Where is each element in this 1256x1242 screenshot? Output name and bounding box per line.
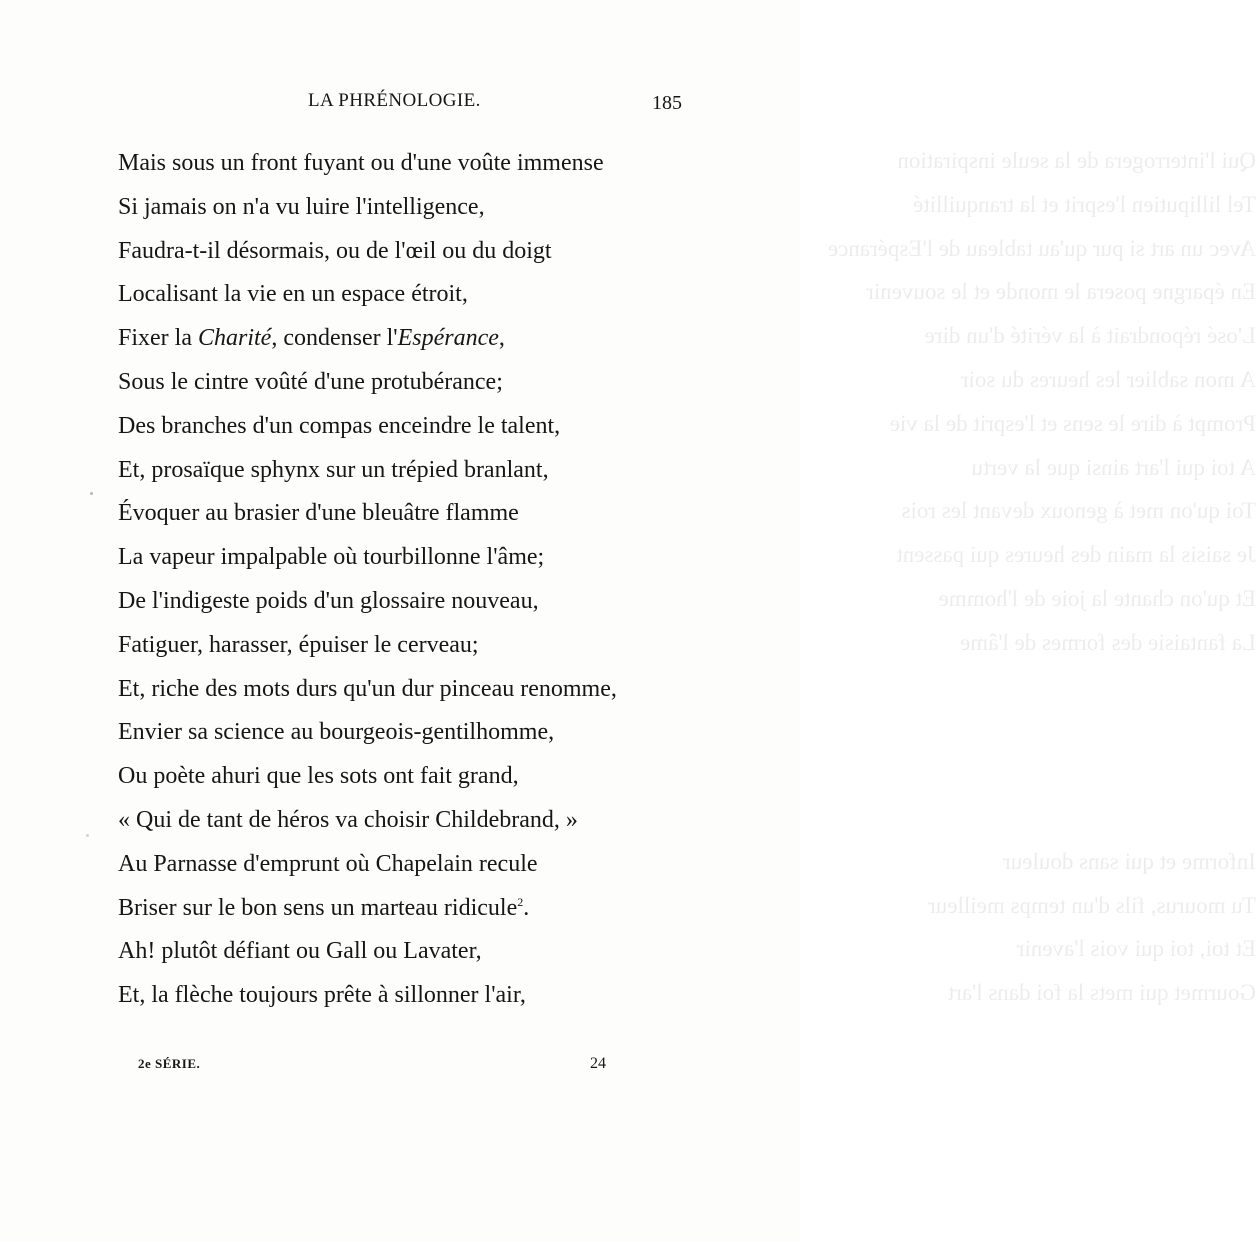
- verse-text: Et, riche des mots durs qu'un dur pinceau renomme,: [118, 675, 617, 702]
- verse-text: Et, la flèche toujours prête à sillonner l'air,: [118, 982, 526, 1009]
- signature-number: 24: [590, 1055, 606, 1072]
- poem-line: [118, 887, 758, 931]
- page-header: [0, 90, 800, 120]
- poem-text: [118, 142, 758, 1018]
- poem-line: [118, 405, 758, 449]
- poem-line: [118, 668, 758, 712]
- bleed-through-line: L'osé répondrait à la vérité d'un dire: [924, 323, 1256, 349]
- poem-line: [118, 624, 758, 668]
- verse-text: .: [523, 894, 530, 921]
- series-signature: [138, 1056, 200, 1072]
- series-label: 2e SÉRIE.: [138, 1056, 201, 1071]
- verse-text: Sous le cintre voûté d'une protubérance;: [118, 368, 503, 395]
- page-number: 185: [652, 92, 682, 114]
- poem-line: [118, 843, 758, 887]
- bleed-through-line: Qui l'interrogera de la seule inspiration: [897, 148, 1256, 173]
- poem-line: [118, 580, 758, 624]
- verse-text: Et, prosaïque sphynx sur un trépied branlant,: [118, 456, 549, 483]
- verse-text: La vapeur impalpable où tourbillonne l'âme;: [118, 544, 545, 571]
- poem-line: [118, 317, 758, 361]
- bleed-through-line: La fantaisie des formes de l'âme: [960, 629, 1256, 655]
- paper-speck: [86, 834, 89, 837]
- poem-line: [118, 492, 758, 536]
- verse-text: Fixer la: [118, 325, 198, 352]
- poem-line: [118, 711, 758, 755]
- bleed-through-line: A toi qui l'art ainsi que la vertu: [971, 454, 1256, 480]
- bleed-through-line: Tel lilliputien l'esprit et la tranquillité: [913, 191, 1256, 217]
- poem-line: [118, 186, 758, 230]
- verse-text: Au Parnasse d'emprunt où Chapelain recule: [118, 850, 538, 877]
- verse-text: Mais sous un front fuyant ou d'une voûte immense: [118, 150, 604, 176]
- bleed-through-line: Avec un art si pur qu'au tableau de l'Espérance: [827, 235, 1256, 261]
- bleed-through-line: Tu mourus, fils d'un temps meilleur: [928, 892, 1256, 918]
- poem-line: [118, 536, 758, 580]
- verse-text: Si jamais on n'a vu luire l'intelligence,: [118, 193, 485, 220]
- poem-line: [118, 142, 758, 186]
- italic-word: Espérance: [397, 325, 499, 352]
- verse-text: Fatiguer, harasser, épuiser le cerveau;: [118, 631, 479, 658]
- bleed-through-line: Je saisis la main des heures qui passent: [896, 542, 1256, 568]
- verse-text: Envier sa science au bourgeois-gentilhomme,: [118, 719, 555, 746]
- bleed-through-line: Et qu'on chante la joie de l'homme: [938, 586, 1256, 611]
- paper-speck: [90, 492, 93, 495]
- poem-line: [118, 273, 758, 317]
- page-footer: [0, 1056, 800, 1080]
- verse-text: Ah! plutôt défiant ou Gall ou Lavater,: [118, 938, 482, 965]
- poem-line: [118, 930, 758, 974]
- verse-text: Des branches d'un compas enceindre le talent,: [118, 412, 561, 439]
- bleed-through-line: Et toi, toi qui vois l'avenir: [1016, 936, 1256, 962]
- verse-text: Évoquer au brasier d'une bleuâtre flamme: [118, 500, 519, 527]
- poem-line: [118, 230, 758, 274]
- poem-line: [118, 361, 758, 405]
- verse-text: De l'indigeste poids d'un glossaire nouveau,: [118, 587, 539, 614]
- verse-text: Faudra-t-il désormais, ou de l'œil ou du doigt: [118, 237, 552, 264]
- bleed-through-line: Informe et qui sans douleur: [1003, 848, 1256, 874]
- bleed-through-line: Prompt à dire le sens et l'esprit de la vie: [889, 410, 1256, 436]
- bleed-through-line: Toi qu'on met à genoux devant les rois: [901, 498, 1256, 524]
- verse-text: Localisant la vie en un espace étroit,: [118, 281, 468, 308]
- italic-word: Charité: [197, 325, 272, 352]
- verse-text: « Qui de tant de héros va choisir Childebrand, »: [118, 806, 578, 833]
- poem-line: [118, 449, 758, 493]
- verse-text: , condenser l': [271, 325, 398, 352]
- bleed-through-line: Gourmet qui mets la foi dans l'art: [947, 980, 1256, 1006]
- verse-text: ,: [498, 325, 505, 352]
- bleed-through-line: En épargne posera le monde et le souvenir: [866, 279, 1256, 305]
- poem-line: [118, 974, 758, 1018]
- verse-text: Briser sur le bon sens un marteau ridicule: [118, 894, 518, 921]
- running-title: LA PHRÉNOLOGIE.: [308, 90, 481, 111]
- poem-line: [118, 755, 758, 799]
- footnote-reference: 2: [517, 894, 524, 909]
- bleed-through-line: A mon sablier les heures du soir: [960, 367, 1256, 392]
- verse-text: Ou poète ahuri que les sots ont fait grand,: [118, 763, 519, 790]
- poem-line: [118, 799, 758, 843]
